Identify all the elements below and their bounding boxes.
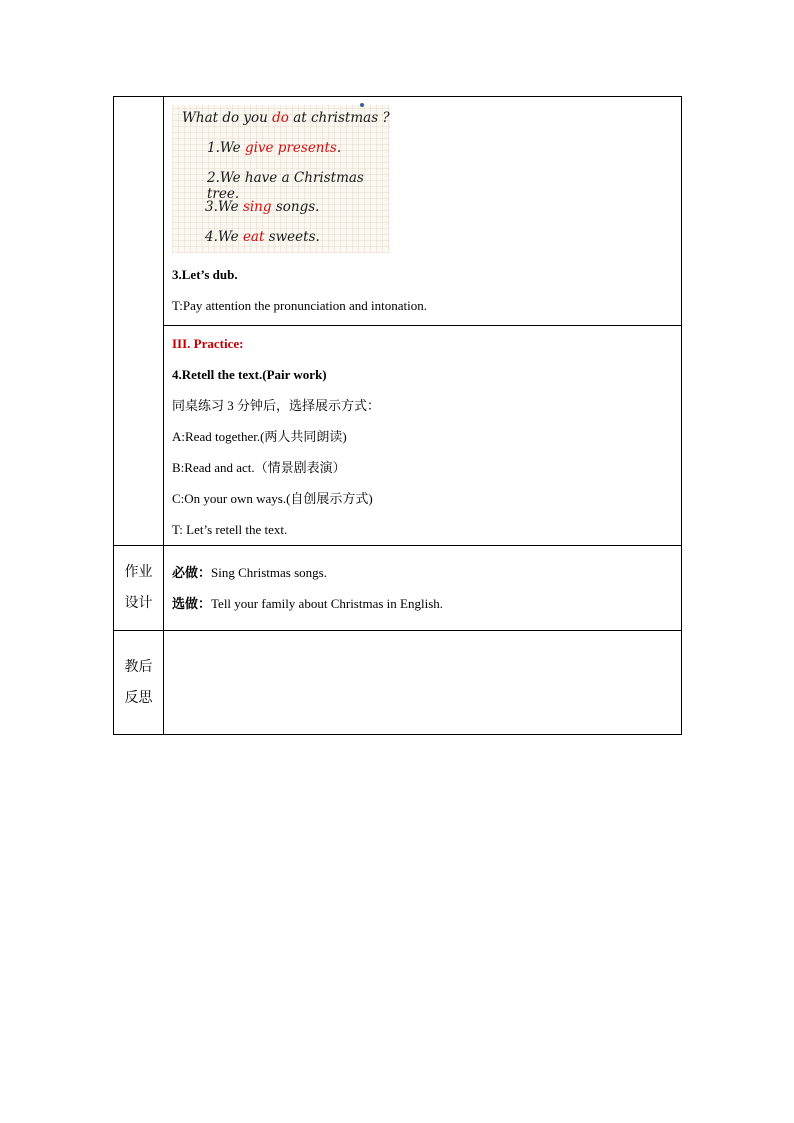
homework-label-2: 设计 <box>124 595 153 611</box>
content-cell <box>164 97 682 326</box>
homework-optional <box>172 588 673 619</box>
table-row <box>114 326 682 546</box>
practice-heading: III. Practice: <box>172 336 244 351</box>
practice-option-c: C:On your own ways.(自创展示方式) <box>172 491 373 506</box>
step3-note: T:Pay attention the pronunciation and intonation. <box>172 298 427 313</box>
table-row <box>114 546 682 631</box>
table-row <box>114 631 682 735</box>
homework-label-1: 作业 <box>124 564 153 580</box>
practice-title: 4.Retell the text.(Pair work) <box>172 367 327 382</box>
reflection-content-cell <box>164 631 682 735</box>
required-text: Sing Christmas songs. <box>211 565 327 580</box>
left-label-cell <box>114 97 164 546</box>
reflection-label-cell <box>114 631 164 735</box>
reflection-label-1: 教后 <box>124 658 153 675</box>
reflection-label-2: 反思 <box>124 689 153 706</box>
slide-sentence-1: 1.We give presents. <box>207 140 342 156</box>
homework-content-cell <box>164 546 682 631</box>
lesson-plan-table <box>113 96 682 735</box>
slide-sentence-3: 3.We sing songs. <box>205 199 320 215</box>
homework-label-cell <box>114 546 164 631</box>
practice-option-a: A:Read together.(两人共同朗读) <box>172 429 347 444</box>
content-cell <box>164 326 682 546</box>
homework-required <box>172 557 673 588</box>
slide-dot-mark <box>360 103 364 107</box>
slide-question: What do you do at christmas ? <box>182 110 390 126</box>
optional-tag: 选做： <box>172 596 212 611</box>
required-tag: 必做： <box>172 565 212 580</box>
practice-option-b: B:Read and act.（情景剧表演） <box>172 460 346 475</box>
practice-instruction: 同桌练习 3 分钟后，选择展示方式： <box>172 398 381 413</box>
optional-text: Tell your family about Christmas in English. <box>211 596 443 611</box>
practice-closing: T: Let’s retell the text. <box>172 522 288 537</box>
slide-sentence-2: 2.We have a Christmas tree. <box>207 170 364 202</box>
slide-sentence-4: 4.We eat sweets. <box>205 229 320 245</box>
christmas-slide-image <box>172 105 390 253</box>
table-row <box>114 97 682 326</box>
step3-title: 3.Let’s dub. <box>172 267 238 282</box>
